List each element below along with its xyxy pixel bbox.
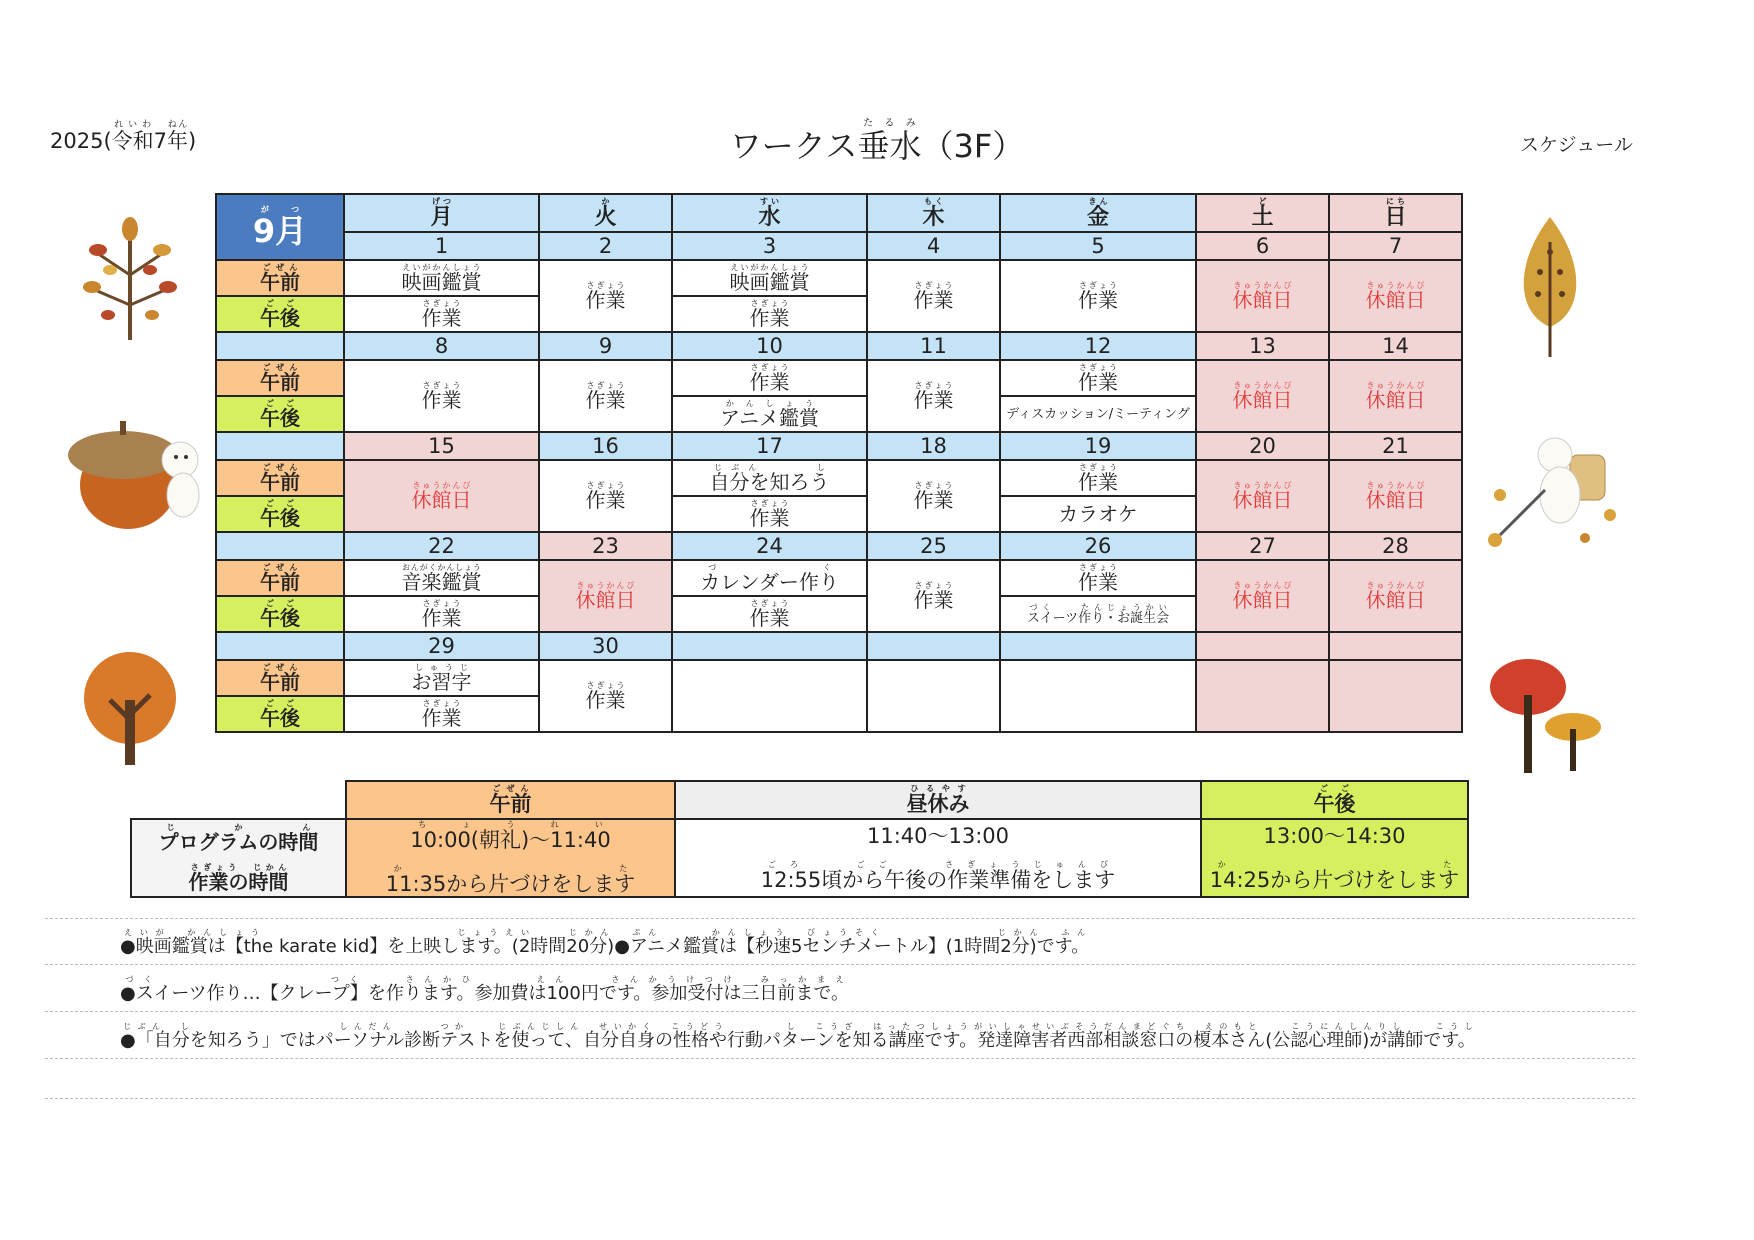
date-cell: 26 (1000, 532, 1196, 560)
pm-activity-cell: スイーツ作り・お誕生会づく たんじょうかい (1000, 596, 1196, 632)
date-cell: 18 (867, 432, 1000, 460)
date-cell: 6 (1196, 232, 1329, 260)
autumn-branch-icon (80, 215, 180, 345)
pm-label: 午後ごご (216, 596, 344, 632)
date-cell: 3 (672, 232, 867, 260)
am-activity-cell: 作業さぎょう (1000, 560, 1196, 596)
bear-raking-icon (1485, 430, 1625, 550)
activity-cell: 作業さぎょう (344, 360, 539, 432)
date-cell: 9 (539, 332, 672, 360)
am-label: 午前ごぜん (216, 560, 344, 596)
note-line-1: ●映画鑑賞は【the karate kid】を上映します。(2時間20分)●アニメ鑑賞は【秒速5センチメートル】(1時間2分)です。えいが かんしょう じょうえい じかん ぷん かんしょう びょうそく じかん ふん (45, 918, 1635, 965)
month-label: 9月がつ (216, 194, 344, 260)
program-pm-times: 13:00～14:30 14:25から片づけをしますかた (1201, 819, 1468, 897)
am-activity-cell: 音楽鑑賞おんがくかんしょう (344, 560, 539, 596)
program-am-times: 10:00(朝礼)～11:40ちょうれい 11:35から片づけをしますかた (346, 819, 675, 897)
notes-section (45, 918, 1635, 1099)
date-cell: 2 (539, 232, 672, 260)
closed-day-cell: 休館日きゅうかんび (344, 460, 539, 532)
empty-cell (1000, 660, 1196, 732)
pm-activity-cell: ディスカッション/ミーティング (1000, 396, 1196, 432)
pm-activity-cell: 作業さぎょう (672, 296, 867, 332)
activity-cell: 作業さぎょう (1000, 260, 1196, 332)
am-activity-cell: 作業さぎょう (1000, 460, 1196, 496)
closed-day-cell: 休館日きゅうかんび (539, 560, 672, 632)
activity-cell: 作業さぎょう (539, 360, 672, 432)
date-cell: 16 (539, 432, 672, 460)
date-cell: 23 (539, 532, 672, 560)
date-cell: 4 (867, 232, 1000, 260)
date-row-spacer (216, 432, 344, 460)
closed-day-cell: 休館日きゅうかんび (1329, 260, 1462, 332)
calendar-table (215, 193, 1463, 733)
date-cell: 25 (867, 532, 1000, 560)
program-corner (131, 781, 346, 819)
closed-day-cell: 休館日きゅうかんび (1329, 460, 1462, 532)
date-cell: 19 (1000, 432, 1196, 460)
schedule-label: スケジュール (1520, 134, 1633, 156)
date-cell: 13 (1196, 332, 1329, 360)
date-cell (672, 632, 867, 660)
weekday-header: 木もく (867, 194, 1000, 232)
date-cell: 11 (867, 332, 1000, 360)
pm-activity-cell: 作業さぎょう (344, 696, 539, 732)
weekday-header: 金きん (1000, 194, 1196, 232)
date-cell: 29 (344, 632, 539, 660)
date-cell: 15 (344, 432, 539, 460)
year-label: 2025(令和れいわ7年ねん) (50, 120, 197, 153)
activity-cell: 作業さぎょう (539, 660, 672, 732)
leaf-tree-icon (1510, 212, 1590, 362)
program-time-table (130, 780, 1469, 898)
date-cell (1000, 632, 1196, 660)
date-cell: 20 (1196, 432, 1329, 460)
date-row-spacer (216, 632, 344, 660)
program-pm-header: 午後ごご (1201, 781, 1468, 819)
activity-cell: 作業さぎょう (867, 560, 1000, 632)
date-row-spacer (216, 532, 344, 560)
pm-activity-cell: 作業さぎょう (344, 296, 539, 332)
weekday-header: 日にち (1329, 194, 1462, 232)
red-trees-icon (1488, 655, 1608, 775)
date-cell: 24 (672, 532, 867, 560)
date-cell (1329, 632, 1462, 660)
date-cell: 30 (539, 632, 672, 660)
pm-activity-cell: 作業さぎょう (344, 596, 539, 632)
am-label: 午前ごぜん (216, 260, 344, 296)
date-cell (1196, 632, 1329, 660)
weekday-header: 火か (539, 194, 672, 232)
pm-label: 午後ごご (216, 696, 344, 732)
activity-cell: 作業さぎょう (867, 460, 1000, 532)
note-line-2: ●スイーツ作り…【クレープ】を作ります。参加費は100円です。参加受付は三日前まで。づく つく さんかひ えん さんかうけつけ みっかまえ (45, 965, 1635, 1012)
program-lunch-times: 11:40～13:00 12:55頃から午後の作業準備をしますごろ ごご さぎょうじゅんび (675, 819, 1201, 897)
date-cell: 7 (1329, 232, 1462, 260)
date-cell: 14 (1329, 332, 1462, 360)
pm-activity-cell: カラオケ (1000, 496, 1196, 532)
program-row-label: プログラムの時間じかん 作業の時間さぎょう じかん (131, 819, 346, 897)
date-row-spacer (216, 332, 344, 360)
date-cell: 28 (1329, 532, 1462, 560)
weekday-header: 土ど (1196, 194, 1329, 232)
empty-cell (1329, 660, 1462, 732)
am-label: 午前ごぜん (216, 360, 344, 396)
am-activity-cell: 自分を知ろうじぶん し (672, 460, 867, 496)
activity-cell: 作業さぎょう (539, 260, 672, 332)
date-cell (867, 632, 1000, 660)
closed-day-cell: 休館日きゅうかんび (1196, 260, 1329, 332)
pm-activity-cell: アニメ鑑賞かんしょう (672, 396, 867, 432)
date-cell: 8 (344, 332, 539, 360)
closed-day-cell: 休館日きゅうかんび (1196, 360, 1329, 432)
date-cell: 1 (344, 232, 539, 260)
date-cell: 22 (344, 532, 539, 560)
closed-day-cell: 休館日きゅうかんび (1196, 460, 1329, 532)
activity-cell: 作業さぎょう (867, 360, 1000, 432)
empty-cell (867, 660, 1000, 732)
weekday-header: 月げつ (344, 194, 539, 232)
page-title: ワークス垂水たるみ（3F） (729, 118, 1025, 165)
closed-day-cell: 休館日きゅうかんび (1329, 360, 1462, 432)
weekday-header: 水すい (672, 194, 867, 232)
acorn-bear-icon (68, 415, 208, 535)
am-activity-cell: お習字しゅうじ (344, 660, 539, 696)
am-activity-cell: カレンダー作りづく (672, 560, 867, 596)
am-activity-cell: 映画鑑賞えいがかんしょう (344, 260, 539, 296)
am-activity-cell: 映画鑑賞えいがかんしょう (672, 260, 867, 296)
pm-label: 午後ごご (216, 296, 344, 332)
program-am-header: 午前ごぜん (346, 781, 675, 819)
empty-cell (1196, 660, 1329, 732)
note-line-3: ●「自分を知ろう」ではパーソナル診断テストを使って、自分自身の性格や行動パターンを知る講座です。発達障害者西部相談窓口の榎本さん(公認心理師)が講師です。じぶん し しんだん つか じぶんじしん せいかく こうどう し こうざ はったつしょうがいしゃせいぶそうだんまどぐち えのもと こうにんしんりし こうし (45, 1012, 1635, 1059)
date-cell: 21 (1329, 432, 1462, 460)
am-activity-cell: 作業さぎょう (672, 360, 867, 396)
date-cell: 10 (672, 332, 867, 360)
am-label: 午前ごぜん (216, 660, 344, 696)
pm-label: 午後ごご (216, 496, 344, 532)
pm-label: 午後ごご (216, 396, 344, 432)
date-cell: 5 (1000, 232, 1196, 260)
date-cell: 12 (1000, 332, 1196, 360)
am-label: 午前ごぜん (216, 460, 344, 496)
date-cell: 27 (1196, 532, 1329, 560)
program-lunch-header: 昼休みひるやす (675, 781, 1201, 819)
closed-day-cell: 休館日きゅうかんび (1329, 560, 1462, 632)
empty-cell (672, 660, 867, 732)
pm-activity-cell: 作業さぎょう (672, 496, 867, 532)
note-line-4 (45, 1059, 1635, 1099)
am-activity-cell: 作業さぎょう (1000, 360, 1196, 396)
date-cell: 17 (672, 432, 867, 460)
pm-activity-cell: 作業さぎょう (672, 596, 867, 632)
autumn-tree-icon (80, 650, 180, 770)
closed-day-cell: 休館日きゅうかんび (1196, 560, 1329, 632)
activity-cell: 作業さぎょう (539, 460, 672, 532)
activity-cell: 作業さぎょう (867, 260, 1000, 332)
